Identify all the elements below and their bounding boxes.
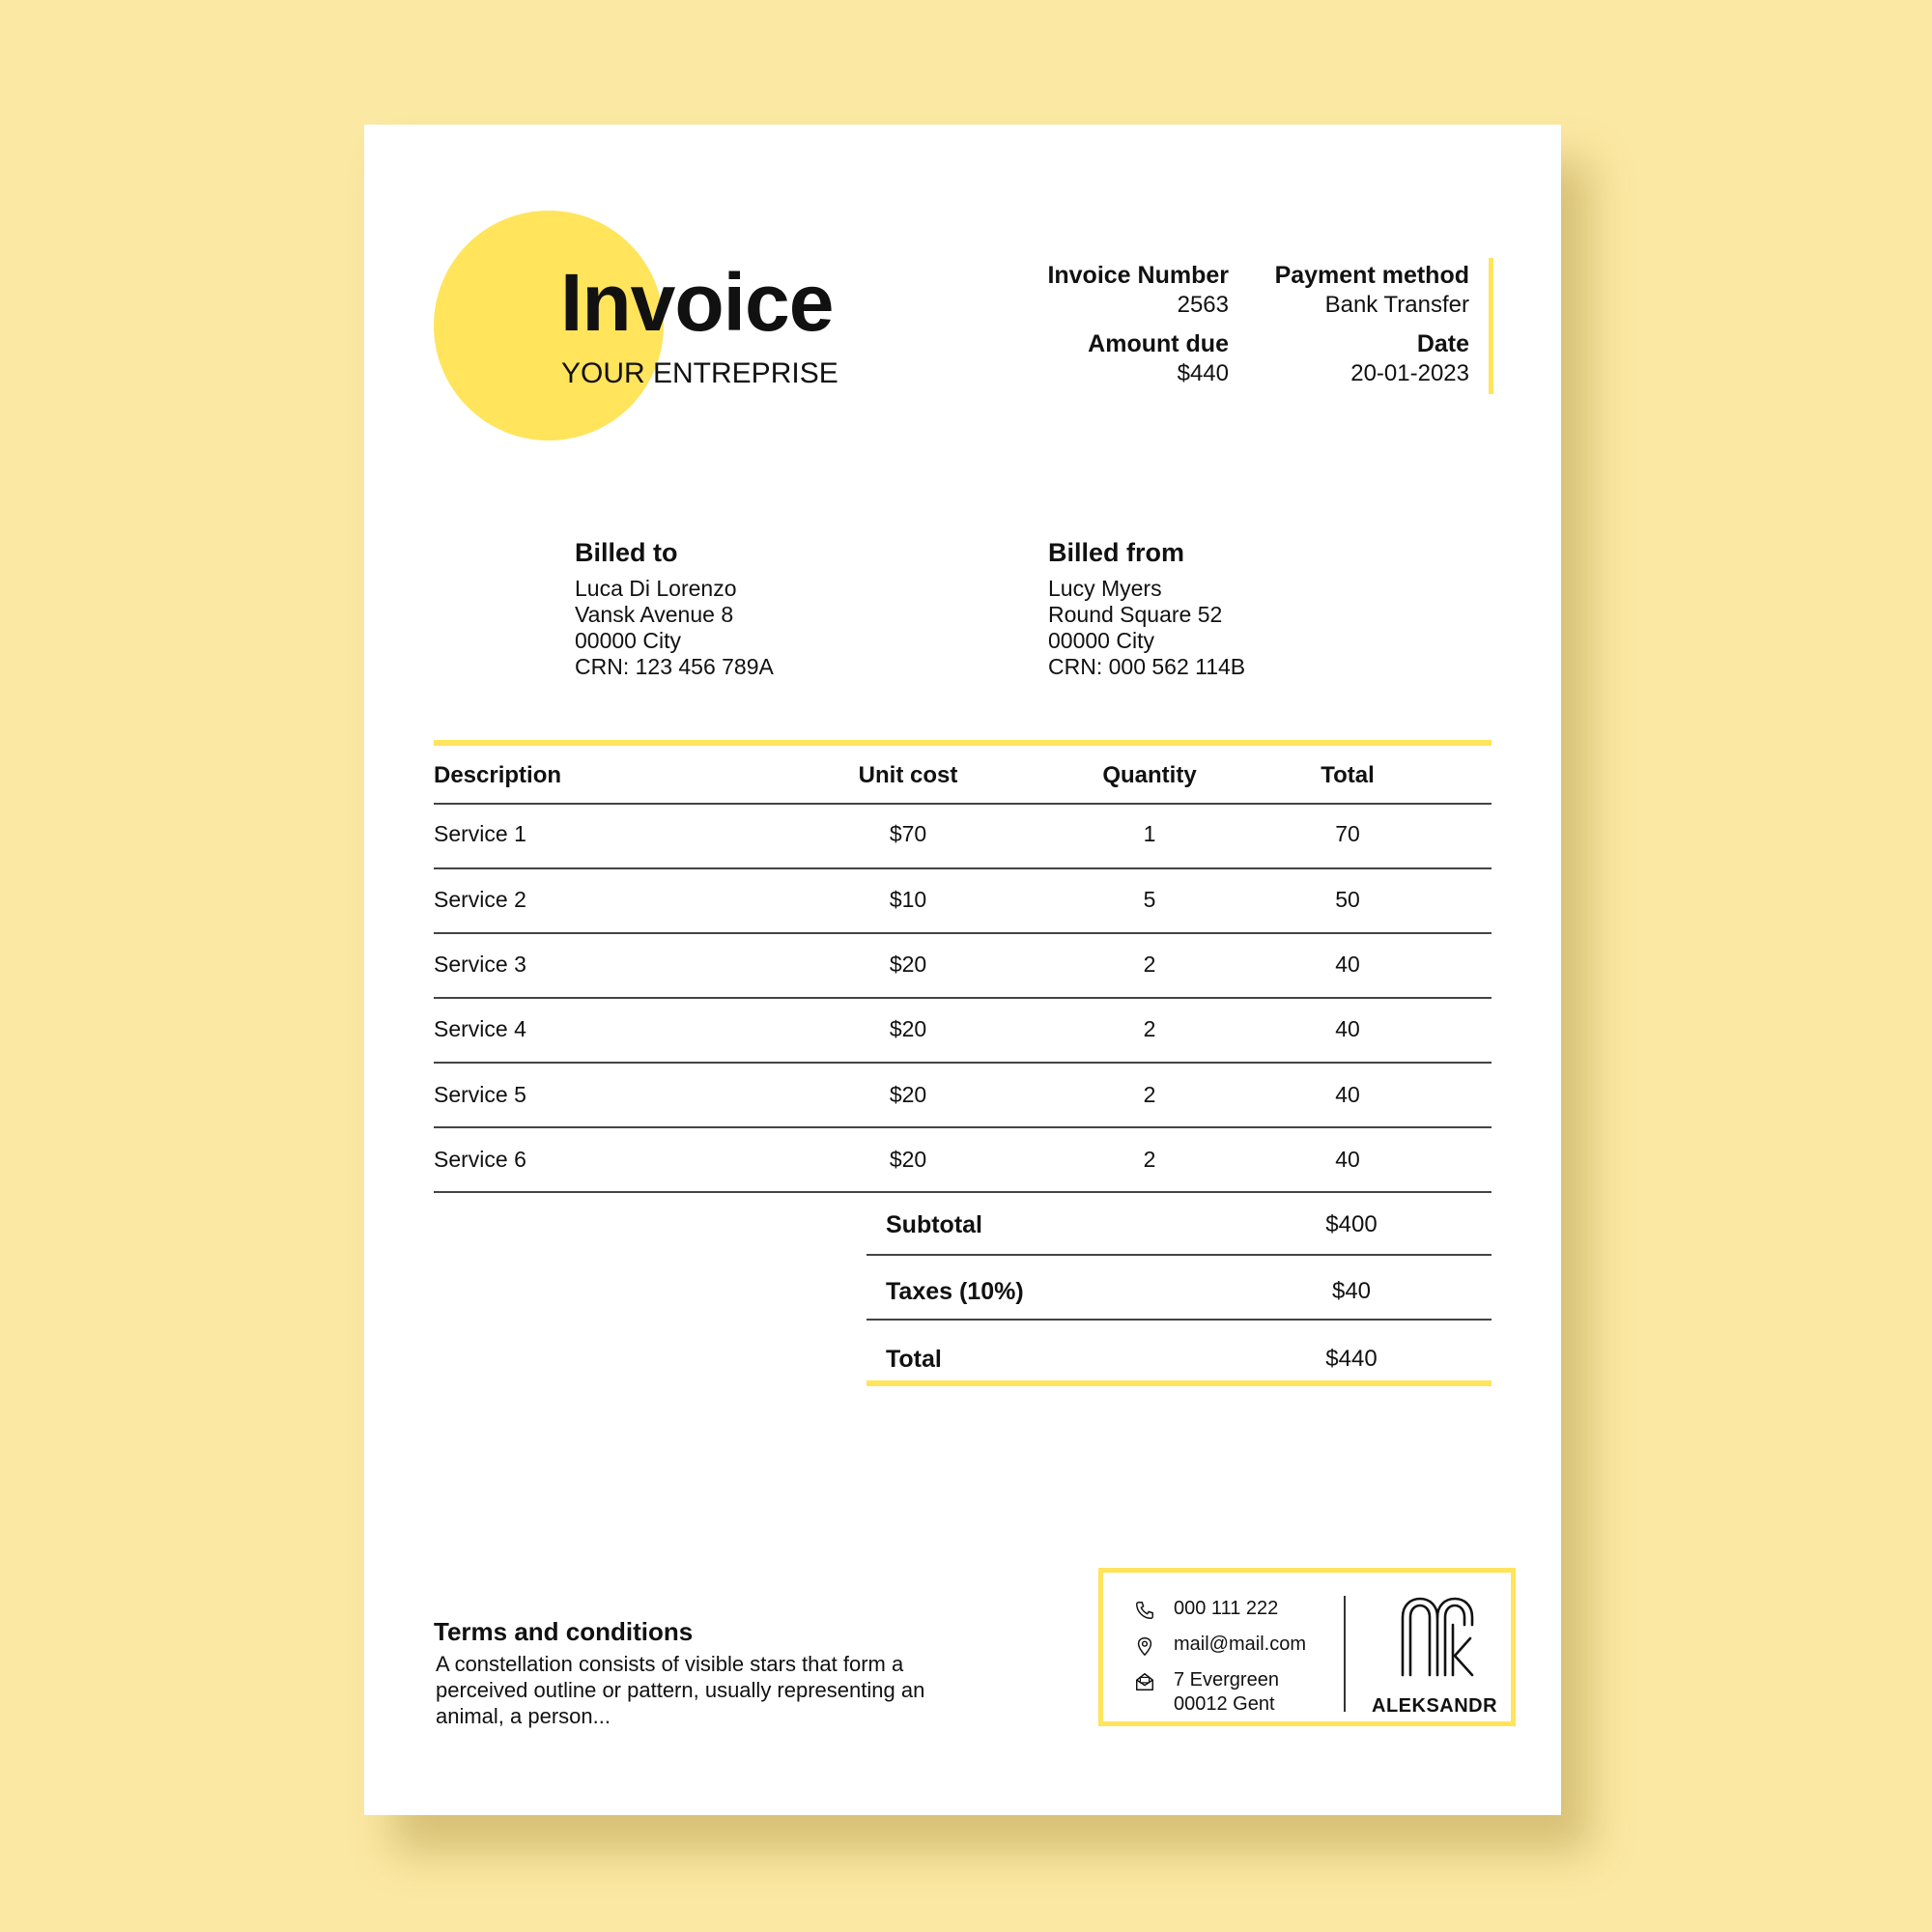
header-rule	[434, 803, 1492, 805]
total-label: Total	[886, 1346, 942, 1373]
table-row-3-unit-cost: $20	[889, 952, 927, 977]
contact-divider	[1344, 1596, 1346, 1712]
billed-from-city: 00000 City	[1048, 628, 1154, 653]
table-top-rule	[434, 740, 1492, 746]
table-row-4-unit-cost: $20	[889, 1016, 927, 1041]
amount-due-value: $440	[1177, 360, 1229, 386]
taxes-label: Taxes (10%)	[886, 1278, 1024, 1305]
contact-card	[1098, 1568, 1516, 1726]
table-row-5-total: 40	[1335, 1082, 1360, 1107]
row-rule	[434, 1191, 1492, 1193]
billed-from-heading: Billed from	[1048, 538, 1185, 567]
phone-icon	[1134, 1600, 1155, 1621]
table-row-3-quantity: 2	[1143, 952, 1156, 977]
summary-rule	[867, 1319, 1492, 1321]
total-value: $440	[1325, 1346, 1378, 1372]
table-row-2-total: 50	[1335, 887, 1360, 912]
billed-to-city: 00000 City	[575, 628, 681, 653]
column-header-quantity: Quantity	[1102, 762, 1197, 788]
contact-email: mail@mail.com	[1174, 1634, 1306, 1655]
brand-name: ALEKSANDR	[1372, 1695, 1498, 1717]
invoice-number-label: Invoice Number	[1047, 262, 1229, 289]
date-label: Date	[1416, 330, 1469, 357]
summary-rule	[867, 1254, 1492, 1256]
company-subtitle: YOUR ENTREPRISE	[561, 357, 838, 389]
table-row-6-total: 40	[1335, 1147, 1360, 1172]
subtotal-label: Subtotal	[886, 1211, 982, 1238]
billed-to-street: Vansk Avenue 8	[575, 602, 734, 627]
terms-heading: Terms and conditions	[434, 1617, 694, 1646]
table-row-3-total: 40	[1335, 952, 1360, 977]
contact-address-line1: 7 Evergreen	[1174, 1669, 1279, 1690]
taxes-value: $40	[1331, 1278, 1372, 1304]
payment-method-value: Bank Transfer	[1324, 292, 1469, 318]
contact-address-line2: 00012 Gent	[1174, 1693, 1275, 1715]
billed-from-street: Round Square 52	[1048, 602, 1223, 627]
table-row-3-description: Service 3	[434, 952, 526, 977]
date-value: 20-01-2023	[1350, 360, 1469, 386]
billed-from-name: Lucy Myers	[1048, 576, 1162, 601]
table-row-6-unit-cost: $20	[889, 1147, 927, 1172]
table-row-2-quantity: 5	[1143, 887, 1156, 912]
subtotal-value: $400	[1325, 1211, 1378, 1237]
row-rule	[434, 932, 1492, 934]
table-row-1-unit-cost: $70	[889, 821, 927, 846]
table-row-4-total: 40	[1335, 1016, 1360, 1041]
row-rule	[434, 1062, 1492, 1064]
contact-phone: 000 111 222	[1174, 1598, 1279, 1619]
row-rule	[434, 867, 1492, 869]
amount-due-label: Amount due	[1088, 330, 1229, 357]
table-row-2-unit-cost: $10	[889, 887, 927, 912]
table-row-4-quantity: 2	[1143, 1016, 1156, 1041]
table-row-6-description: Service 6	[434, 1147, 526, 1172]
table-row-1-quantity: 1	[1143, 821, 1156, 846]
invoice-title: Invoice	[560, 257, 834, 348]
table-row-1-total: 70	[1335, 821, 1360, 846]
row-rule	[434, 1126, 1492, 1128]
billed-from-crn: CRN: 000 562 114B	[1048, 654, 1246, 679]
table-row-5-quantity: 2	[1143, 1082, 1156, 1107]
billed-to-name: Luca Di Lorenzo	[575, 576, 737, 601]
table-row-4-description: Service 4	[434, 1016, 526, 1041]
table-row-2-description: Service 2	[434, 887, 526, 912]
terms-body: A constellation consists of visible stars that form a perceived outline or pattern, usually representing an animal, a person...	[436, 1652, 925, 1728]
invoice-number-value: 2563	[1177, 292, 1229, 318]
billed-to-crn: CRN: 123 456 789A	[575, 654, 774, 679]
table-row-5-unit-cost: $20	[889, 1082, 927, 1107]
payment-method-label: Payment method	[1274, 262, 1469, 289]
total-underline	[867, 1380, 1492, 1386]
location-pin-icon	[1134, 1635, 1155, 1657]
meta-accent-bar	[1489, 258, 1493, 394]
envelope-icon	[1134, 1671, 1155, 1692]
row-rule	[434, 997, 1492, 999]
billed-to-heading: Billed to	[575, 538, 678, 567]
column-header-unit-cost: Unit cost	[858, 762, 958, 788]
mk-monogram-logo	[1399, 1596, 1476, 1677]
table-row-6-quantity: 2	[1143, 1147, 1156, 1172]
table-row-1-description: Service 1	[434, 821, 526, 846]
invoice-page	[364, 125, 1561, 1815]
table-row-5-description: Service 5	[434, 1082, 526, 1107]
column-header-description: Description	[434, 762, 562, 788]
column-header-total: Total	[1321, 762, 1375, 788]
